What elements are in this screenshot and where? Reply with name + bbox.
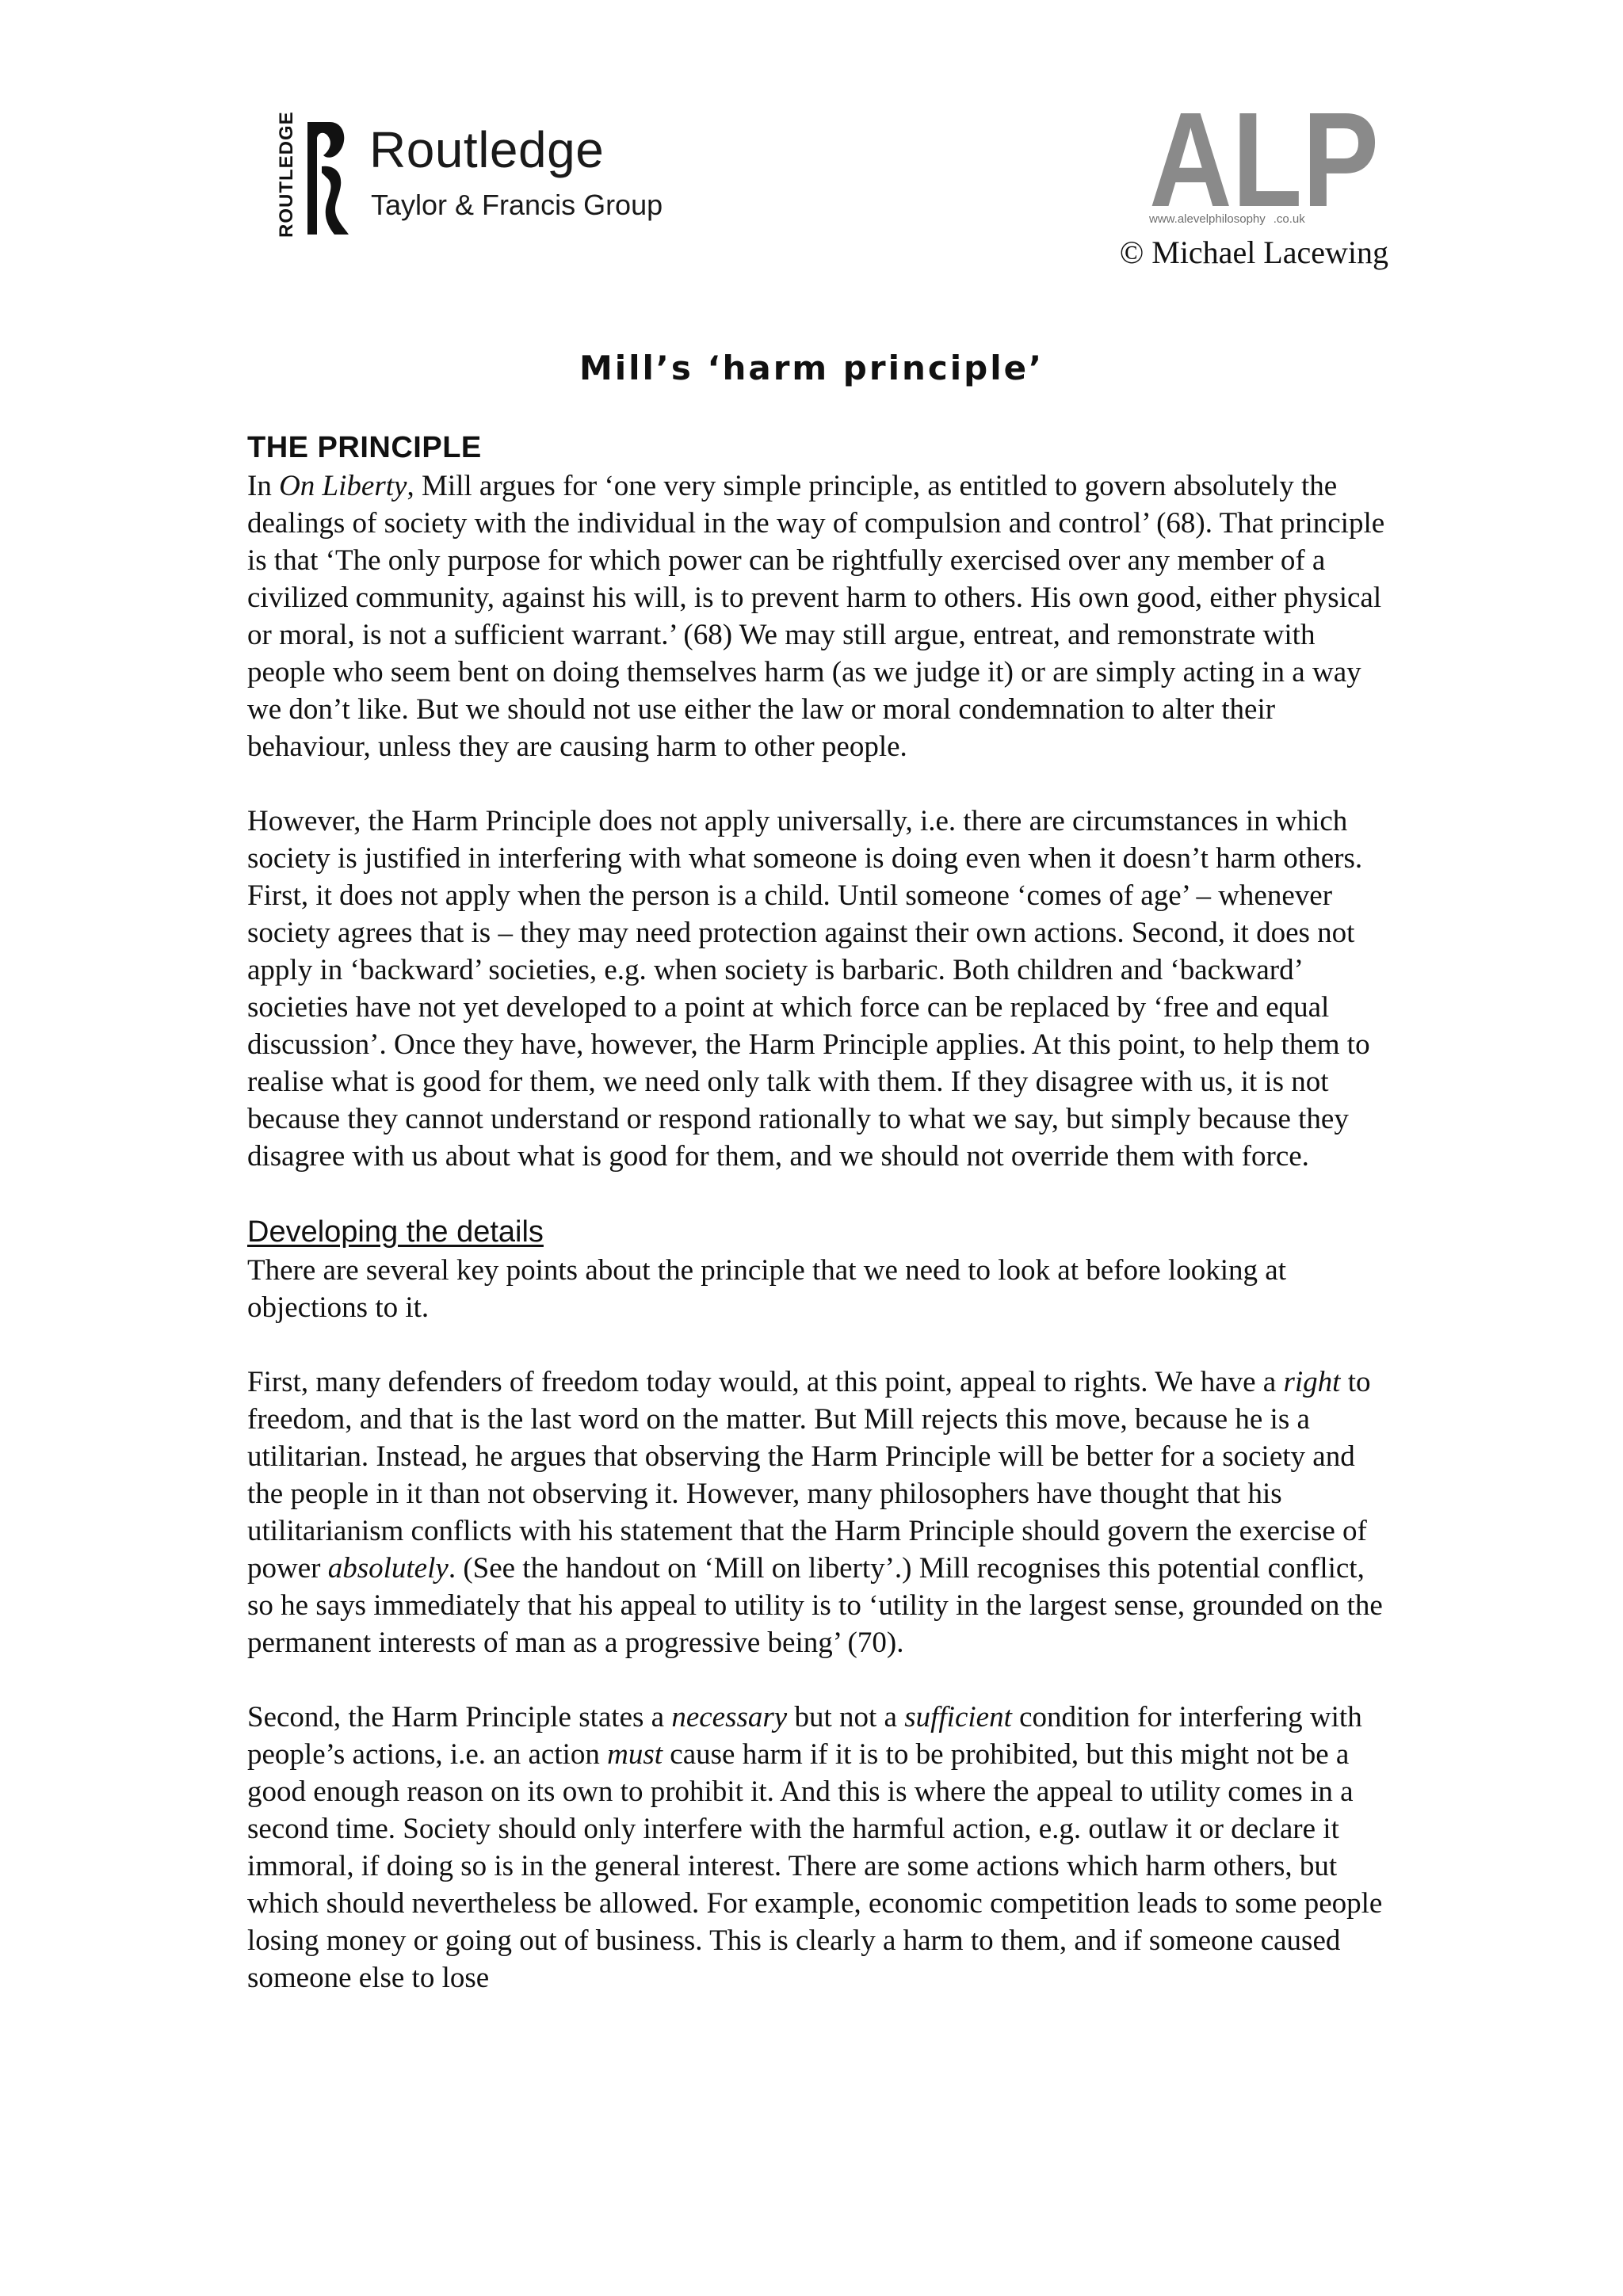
section-heading-details: Developing the details: [247, 1215, 544, 1249]
page-title: Mill’s ‘harm principle’: [579, 349, 1044, 387]
paragraph: There are several key points about the principle that we need to look at before looking at objections to it.: [247, 1254, 1286, 1324]
paragraph: However, the Harm Principle does not apply universally, i.e. there are circumstances in which society is justified in interfering with what someone is doing even when it doesn’t harm others. First, it does not apply when the person is a child. Until someone ‘comes of age’ – whenever society agrees that is – they may need protection against their own actions. Second, it does not apply in ‘backward’ societies, e.g. when society is barbaric. Both children and ‘backward’ societies have not yet developed to a point at which force can be replaced by ‘free and equal discussion’. Once they have, however, the Harm Principle applies. At this point, to help them to realise what is good for them, we need only talk with them. If they disagree with us, it is not because they cannot understand or respond rationally to what we say, but simply because they disagree with us about what is good for them, and we should not override them with force.: [247, 805, 1370, 1173]
alp-url: [1149, 212, 1305, 226]
routledge-subtitle: Taylor & Francis Group: [371, 189, 663, 221]
paragraph: Second, the Harm Principle states a necessary but not a sufficient condition for interfering with people’s actions, i.e. an action must cause harm if it is to be prohibited, but this might not be a good enough reason on its own to prohibit it. And this is where the appeal to utility comes in a second time. Society should only interfere with the harmful action, e.g. outlaw it or declare it immoral, if doing so is in the general interest. There are some actions which harm others, but which should nevertheless be allowed. For example, economic competition leads to some people losing money or going out of business. This is clearly a harm to them, and if someone caused someone else to lose: [247, 1701, 1383, 1994]
document-body: [247, 428, 1393, 2034]
routledge-mark-icon: [303, 119, 350, 238]
paragraph: First, many defenders of freedom today would, at this point, appeal to rights. We have a right to freedom, and that is the last word on the matter. But Mill rejects this move, because he is a utilitarian. Instead, he argues that observing the Harm Principle will be better for a society and the people in it than not observing it. However, many philosophers have thought that his utilitarianism conflicts with his statement that the Harm Principle should govern the exercise of power absolutely. (See the handout on ‘Mill on liberty’.) Mill recognises this potential conflict, so he says immediately that his appeal to utility is to ‘utility in the largest sense, grounded on the permanent interests of man as a progressive being’ (70).: [247, 1366, 1383, 1659]
routledge-vertical-text: ROUTLEDGE: [276, 111, 297, 238]
section-heading-principle: THE PRINCIPLE: [247, 431, 482, 464]
alp-url-left: www.alevelphilosophy: [1149, 212, 1266, 226]
book-title: On Liberty: [279, 470, 407, 502]
alp-url-right: .co.uk: [1273, 212, 1305, 226]
alp-logo-text: ALP: [1149, 103, 1379, 235]
routledge-logo: [276, 111, 680, 238]
paragraph: In On Liberty, Mill argues for ‘one very simple principle, as entitled to govern absolutely the dealings of society with the individual in the way of compulsion and control’ (68). That principle is that ‘The only purpose for which power can be rightfully exercised over any member of a civilized community, against his will, is to prevent harm to others. His own good, either physical or moral, is not a sufficient warrant.’ (68) We may still argue, entreat, and remonstrate with people who seem bent on doing themselves harm (as we judge it) or are simply acting in a way we don’t like. But we should not use either the law or moral condemnation to alter their behaviour, unless they are causing harm to other people.: [247, 470, 1385, 763]
routledge-name: Routledge: [369, 121, 605, 178]
copyright: © Michael Lacewing: [1119, 235, 1388, 270]
